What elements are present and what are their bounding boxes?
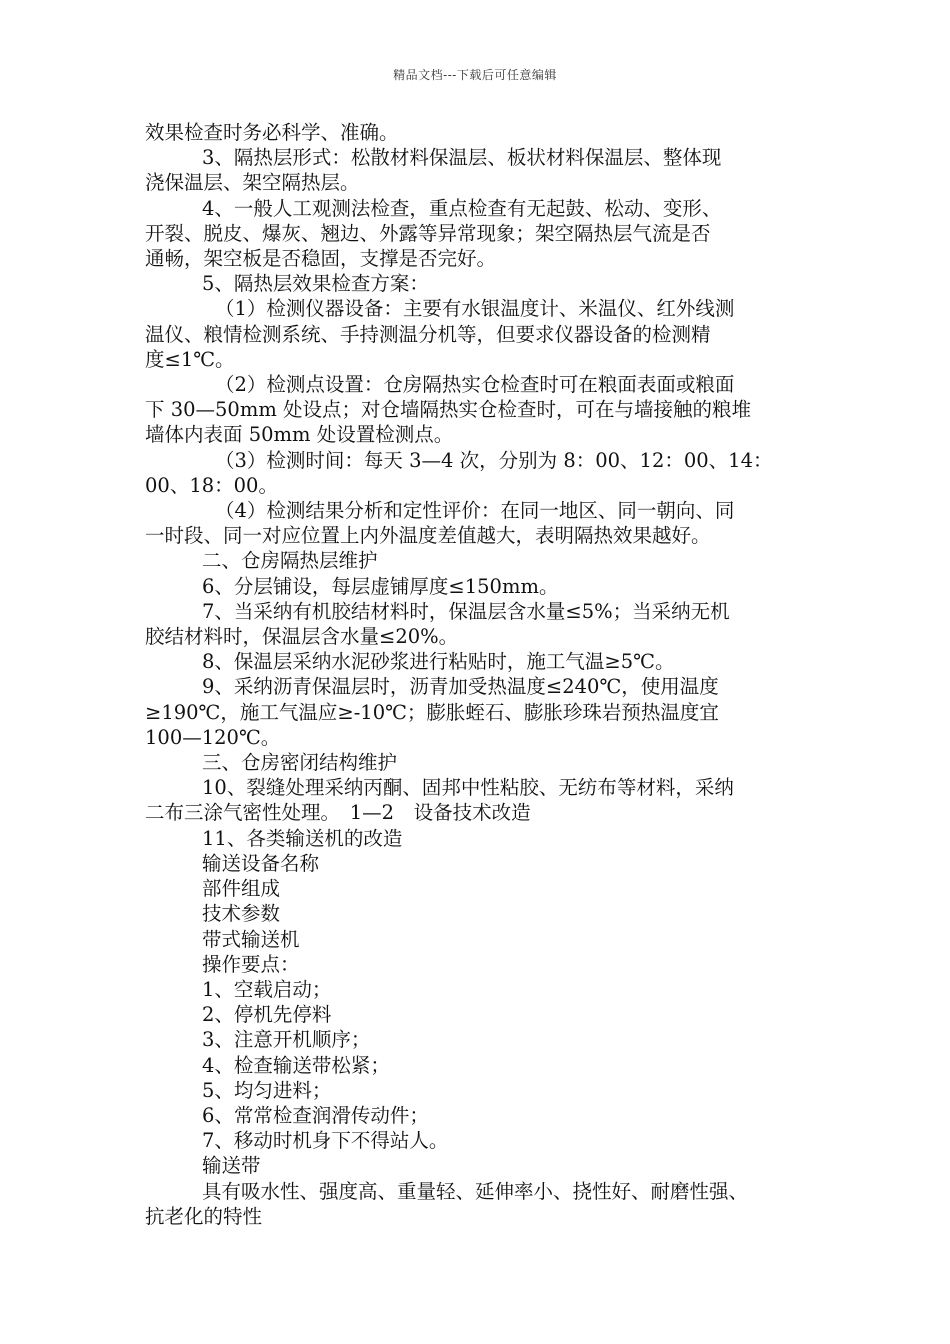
text-line: 浇保温层、架空隔热层。 [145, 171, 360, 195]
list-item: 操作要点： [202, 952, 300, 976]
list-item: 带式输送机 [202, 927, 300, 951]
text-line: 开裂、脱皮、爆灰、翘边、外露等异常现象；架空隔热层气流是否 [145, 221, 711, 245]
text-line: 3、隔热层形式：松散材料保温层、板状材料保温层、整体现 [202, 146, 722, 170]
text-line: 下 30—50mm 处设点；对仓墙隔热实仓检查时，可在与墙接触的粮堆 [145, 398, 752, 422]
text-line: 效果检查时务必科学、准确。 [145, 121, 399, 144]
text-line: 墙体内表面 50mm 处设置检测点。 [145, 423, 454, 447]
text-line: 100—120℃。 [145, 725, 281, 749]
section-heading: 三、仓房密闭结构维护 [202, 751, 398, 775]
list-item: 5、均匀进料； [202, 1078, 332, 1102]
page-header: 精品文档---下载后可任意编辑 [393, 68, 557, 82]
text-line: （3）检测时间：每天 3—4 次，分别为 8：00、12：00、14： [215, 448, 773, 472]
list-item: 1、空载启动； [202, 977, 332, 1001]
list-item: 7、移动时机身下不得站人。 [202, 1129, 449, 1153]
list-item: 部件组成 [202, 877, 281, 901]
list-item: 技术参数 [202, 902, 281, 926]
text-line: 一时段、同一对应位置上内外温度差值越大，表明隔热效果越好。 [145, 524, 711, 548]
text-line: ≥190℃，施工气温应≥-10℃；膨胀蛭石、膨胀珍珠岩预热温度宜 [145, 700, 719, 724]
text-line: 8、保温层采纳水泥砂浆进行粘贴时，施工气温≥5℃。 [202, 650, 675, 674]
list-item: 2、停机先停料 [202, 1003, 332, 1027]
text-line: 7、当采纳有机胶结材料时，保温层含水量≤5%；当采纳无机 [202, 599, 730, 623]
list-item: 4、检查输送带松紧； [202, 1053, 390, 1077]
text-line: （2）检测点设置：仓房隔热实仓检查时可在粮面表面或粮面 [215, 373, 735, 397]
list-item: 输送带 [202, 1154, 261, 1178]
list-item: 6、常常检查润滑传动件； [202, 1103, 429, 1127]
text-line: 6、分层铺设，每层虚铺厚度≤150mm。 [202, 574, 559, 598]
text-line: 通畅，架空板是否稳固，支撑是否完好。 [145, 247, 497, 271]
list-item: 3、注意开机顺序； [202, 1028, 371, 1052]
text-line: 9、采纳沥青保温层时，沥青加受热温度≤240℃，使用温度 [202, 675, 719, 699]
text-line: 胶结材料时，保温层含水量≤20%。 [145, 625, 459, 649]
text-line: 00、18：00。 [145, 473, 278, 497]
text-line: 11、各类输送机的改造 [202, 826, 403, 850]
list-item: 输送设备名称 [202, 851, 320, 875]
text-line: （1）检测仪器设备：主要有水银温度计、米温仪、红外线测 [215, 297, 735, 321]
text-line: 二布三涂气密性处理。 1—2 设备技术改造 [145, 801, 531, 825]
text-line: 度≤1℃。 [145, 347, 235, 371]
text-line: 抗老化的特性 [145, 1204, 263, 1228]
text-line: 温仪、粮情检测系统、手持测温分机等，但要求仪器设备的检测精 [145, 322, 711, 346]
text-line: （4）检测结果分析和定性评价：在同一地区、同一朝向、同 [215, 499, 735, 523]
text-line: 具有吸水性、强度高、重量轻、延伸率小、挠性好、耐磨性强、 [202, 1179, 749, 1203]
text-line: 4、一般人工观测法检查，重点检查有无起鼓、松动、变形、 [202, 196, 722, 220]
text-line: 10、裂缝处理采纳丙酮、固邦中性粘胶、无纺布等材料，采纳 [202, 776, 734, 800]
document-body [145, 120, 835, 1229]
section-heading: 二、仓房隔热层维护 [202, 549, 378, 573]
text-line: 5、隔热层效果检查方案： [202, 272, 429, 296]
